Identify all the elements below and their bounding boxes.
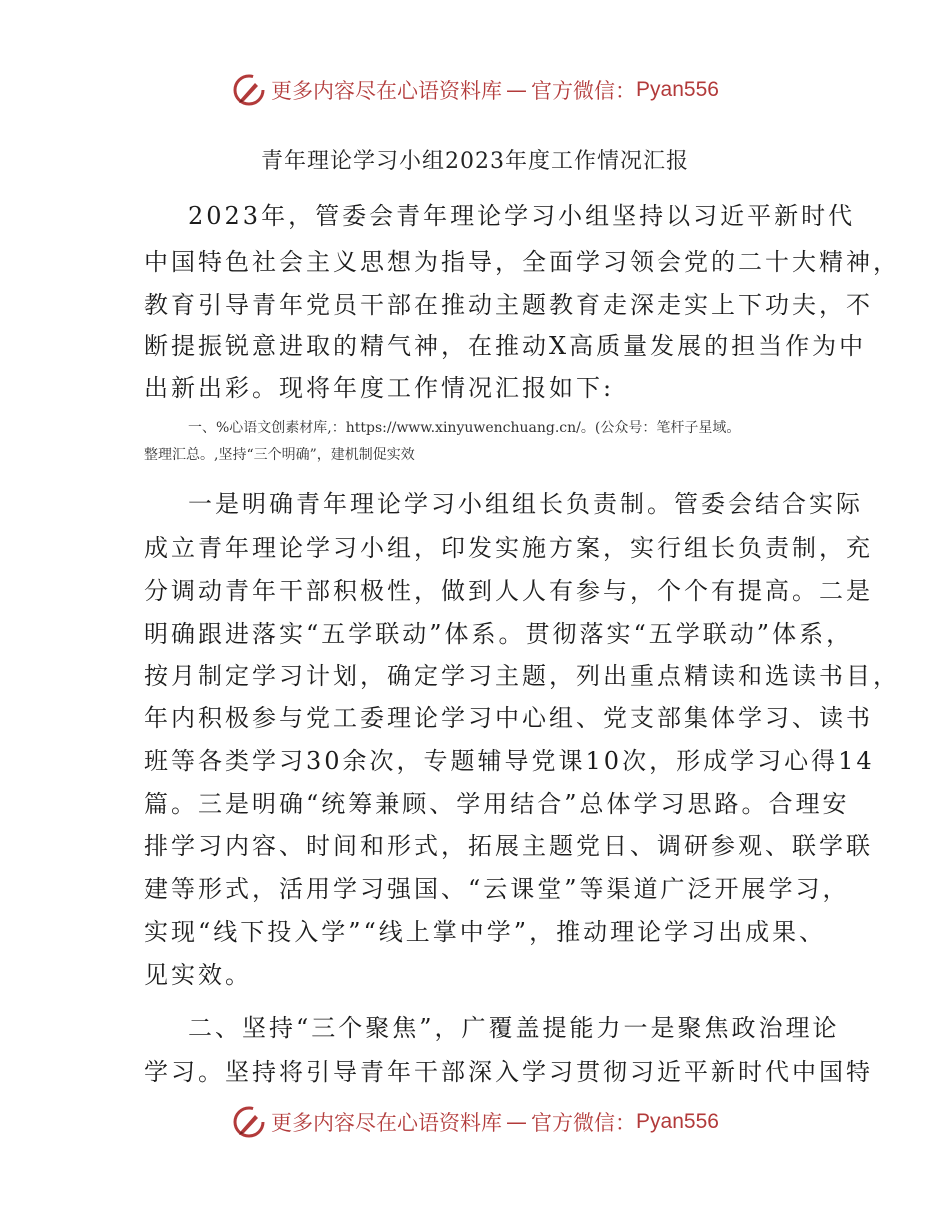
watermark-separator: — [506, 1110, 528, 1134]
section1-body-line: 按月制定学习计划，确定学习主题，列出重点精读和选读书目， [144, 662, 900, 690]
watermark-label: 官方微信： [531, 1111, 637, 1135]
section1-heading-line: 一、%心语文创素材库,：https://www.xinyuwenchuang.cn/。(公众号：笔杆子星域。 [188, 420, 741, 436]
pen-in-circle-logo-icon [231, 72, 267, 108]
section1-body-line: 实现“线下投入学”“线上掌中学”，推动理论学习出成果、 [144, 918, 827, 946]
watermark-label: 官方微信： [531, 79, 637, 103]
intro-line: 教育引导青年党员干部在推动主题教育走深走实上下功夫，不 [144, 291, 873, 319]
watermark-separator: — [506, 78, 528, 102]
section1-body-line: 篇。三是明确“统筹兼顾、学用结合”总体学习思路。合理安 [144, 790, 850, 818]
watermark-text: 更多内容尽在心语资料库 [271, 79, 503, 103]
watermark-text: 更多内容尽在心语资料库 [271, 1111, 503, 1135]
section1-body-line: 建等形式，活用学习强国、“云课堂”等渠道广泛开展学习， [144, 875, 850, 903]
pen-in-circle-logo-icon [231, 1104, 267, 1140]
section1-body-line: 班等各类学习30余次，专题辅导党课10次，形成学习心得14 [144, 747, 875, 775]
section2-line: 学习。坚持将引导青年干部深入学习贯彻习近平新时代中国特 [144, 1058, 873, 1086]
watermark-id: Pyan556 [636, 1110, 719, 1133]
watermark-banner-top [0, 68, 950, 112]
section1-body-line: 一是明确青年理论学习小组组长负责制。管委会结合实际 [188, 490, 863, 518]
watermark-banner-bottom [0, 1100, 950, 1144]
intro-line: 出新出彩。现将年度工作情况汇报如下: [144, 374, 615, 402]
section1-body-line: 明确跟进落实“五学联动”体系。贯彻落实“五学联动”体系， [144, 620, 854, 648]
document-title: 青年理论学习小组2023年度工作情况汇报 [261, 149, 689, 174]
watermark-id: Pyan556 [636, 78, 719, 101]
section1-body-line: 成立青年理论学习小组，印发实施方案，实行组长负责制，充 [144, 534, 873, 562]
section1-body-line: 排学习内容、时间和形式，拓展主题党日、调研参观、联学联 [144, 832, 873, 860]
section1-body-line: 年内积极参与党工委理论学习中心组、党支部集体学习、读书 [144, 704, 873, 732]
section1-body-line: 分调动青年干部积极性，做到人人有参与，个个有提高。二是 [144, 577, 873, 605]
section2-line: 二、坚持“三个聚焦”，广覆盖提能力一是聚焦政治理论 [188, 1014, 840, 1042]
intro-line: 断提振锐意进取的精气神，在推动X高质量发展的担当作为中 [144, 332, 867, 360]
intro-line: 2023年，管委会青年理论学习小组坚持以习近平新时代 [188, 202, 856, 230]
section1-heading-line: 整理汇总。,坚持“三个明确”，建机制促实效 [144, 447, 415, 463]
intro-line: 中国特色社会主义思想为指导，全面学习领会党的二十大精神， [144, 248, 900, 276]
section1-body-line: 见实效。 [144, 961, 252, 989]
